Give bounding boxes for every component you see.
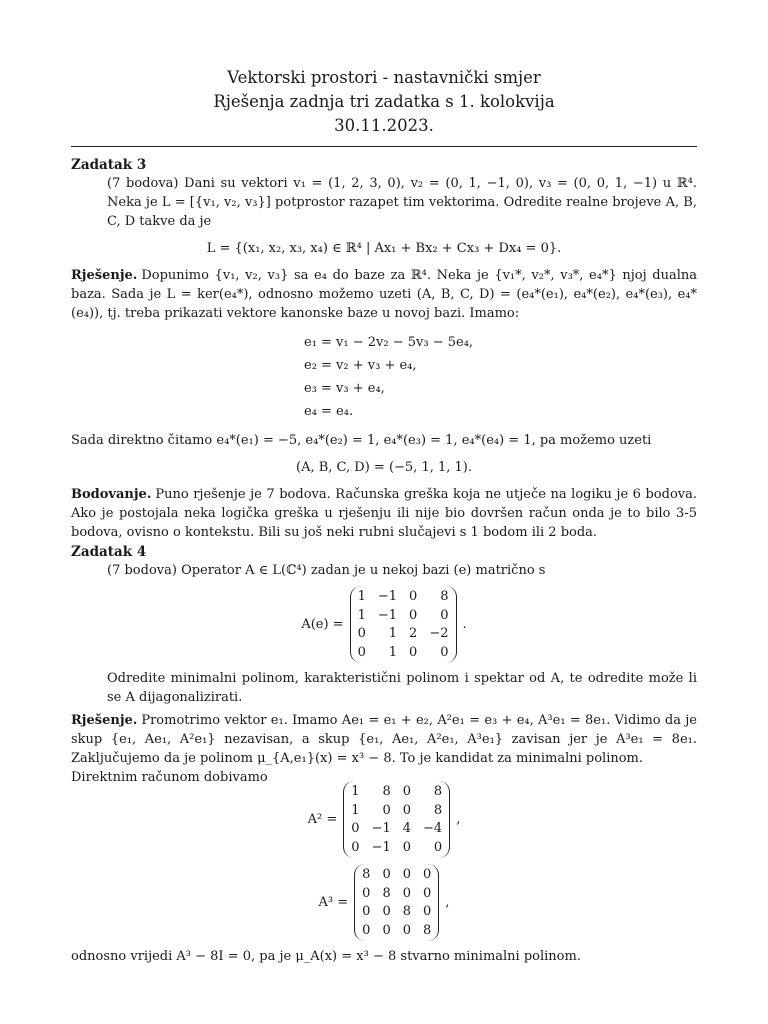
matrix-cell: 1 xyxy=(357,589,366,604)
matrix-cell: 8 xyxy=(382,784,391,799)
matrix-cell: 0 xyxy=(440,644,449,660)
matrix-cell: 0 xyxy=(351,839,360,855)
matrix-cell: 8 xyxy=(402,904,412,919)
task-4-direct-text: Direktnim računom dobivamo xyxy=(71,770,268,785)
matrix-a2-display xyxy=(71,781,697,858)
matrix-cell: 0 xyxy=(423,904,432,919)
document-date: 30.11.2023. xyxy=(334,116,434,135)
matrix-cell: 8 xyxy=(423,922,432,938)
matrix-cell: −1 xyxy=(371,839,391,855)
grading-text: Puno rješenje je 7 bodova. Računska greška koja ne utječe na logiku je 6 bodova. Ako je postojala neka logička greška u rješenju ili nije bio dovršen račun onda je to bilo 3-5 bodova, ovisno o kontekstu. Bili su još neki rubni slučajevi s 1 bodom ili 2 boda. xyxy=(71,487,697,540)
matrix-cell: 8 xyxy=(382,885,391,901)
matrix-cell: 0 xyxy=(351,821,360,836)
matrix-cell: 0 xyxy=(382,904,391,919)
grading-label: Bodovanje. xyxy=(71,487,152,502)
matrix-a xyxy=(350,586,457,663)
equation-line: e₂ = v₂ + v₃ + e₄, xyxy=(304,358,417,373)
task-3-set-formula: L = {(x₁, x₂, x₃, x₄) ∈ ℝ⁴ | Ax₁ + Bx₂ + Cx₃ + Dx₄ = 0}. xyxy=(206,241,562,256)
solution-text: Promotrimo vektor e₁. Imamo Ae₁ = e₁ + e₂, A²e₁ = e₃ + e₄, A³e₁ = 8e₁. Vidimo da je skup {e₁, Ae₁, A²e₁} nezavisan, a skup {e₁, Ae₁, A²e₁, A³e₁} zavisan jer je A³e₁ = 8e₁. Zaključujemo da je polinom μ_{A,e₁}(x) = x³ − 8. To je kandidat za minimalni polinom. xyxy=(71,713,697,766)
matrix-cell: −1 xyxy=(377,607,398,623)
matrix-cell: 8 xyxy=(440,589,449,604)
matrix-a3-punct: , xyxy=(445,895,450,910)
matrix-cell: 0 xyxy=(362,904,371,919)
matrix-cell: 1 xyxy=(388,626,398,641)
matrix-cell: 0 xyxy=(382,867,391,882)
matrix-cell: 0 xyxy=(409,644,418,660)
matrix-cell: 0 xyxy=(402,885,412,901)
matrix-cell: 0 xyxy=(402,867,412,882)
matrix-cell: 0 xyxy=(362,885,371,901)
matrix-a3-display xyxy=(71,864,697,941)
matrix-cell: 1 xyxy=(351,784,360,799)
matrix-cell: −2 xyxy=(429,626,449,641)
equation-line: e₄ = e₄. xyxy=(304,404,354,419)
task-4-heading: Zadatak 4 xyxy=(71,544,147,560)
task-3-statement: (7 bodova) Dani su vektori v₁ = (1, 2, 3, 0), v₂ = (0, 1, −1, 0), v₃ = (0, 0, 1, −1) u ℝ⁴. Neka je L = [{v₁, v₂, v₃}] potprostor razapet tim vektorima. Odredite realne brojeve A, B, C, D takve da je xyxy=(107,176,697,229)
matrix-cell: 1 xyxy=(388,644,398,660)
matrix-cell: −1 xyxy=(371,821,391,836)
matrix-cell: 8 xyxy=(433,802,443,818)
matrix-cell: 0 xyxy=(357,626,366,641)
matrix-cell: 8 xyxy=(433,784,443,799)
task-3-reading-text: Sada direktno čitamo e₄*(e₁) = −5, e₄*(e₂) = 1, e₄*(e₃) = 1, e₄*(e₄) = 1, pa možemo uzeti xyxy=(71,433,652,448)
document-header xyxy=(71,66,697,138)
matrix-a2 xyxy=(343,781,450,858)
course-title: Vektorski prostori - nastavnički smjer xyxy=(227,68,541,87)
solution-label: Rješenje. xyxy=(71,268,138,283)
matrix-cell: −1 xyxy=(377,589,398,604)
equation-line: e₁ = v₁ − 2v₂ − 5v₃ − 5e₄, xyxy=(304,335,474,350)
task-3-solution xyxy=(71,266,697,323)
matrix-cell: 0 xyxy=(357,644,366,660)
task-4-statement: (7 bodova) Operator A ∈ L(ℂ⁴) zadan je u nekoj bazi (e) matrično s xyxy=(107,563,546,578)
matrix-cell: 0 xyxy=(402,784,412,799)
matrix-cell: 0 xyxy=(433,839,443,855)
matrix-a-display xyxy=(71,586,697,663)
task-3-equations xyxy=(304,331,697,423)
solution-text: Dopunimo {v₁, v₂, v₃} sa e₄ do baze za ℝ⁴. Neka je {v₁*, v₂*, v₃*, e₄*} njoj dualna baza. Sada je L = ker(e₄*), odnosno možemo uzeti (A, B, C, D) = (e₄*(e₁), e₄*(e₂), e₄*(e₃), e₄*(e₄)), tj. treba prikazati vektore kanonske baze u novoj bazi. Imamo: xyxy=(71,268,697,321)
matrix-a-label: A(e) = xyxy=(301,617,344,632)
matrix-a2-label: A² = xyxy=(307,812,338,827)
matrix-cell: 4 xyxy=(402,821,412,836)
task-4-solution xyxy=(71,711,697,768)
matrix-cell: 0 xyxy=(423,885,432,901)
matrix-cell: 0 xyxy=(382,922,391,938)
matrix-cell: 0 xyxy=(402,922,412,938)
equation-line: e₃ = v₃ + e₄, xyxy=(304,381,385,396)
matrix-a3 xyxy=(354,864,439,941)
matrix-cell: 0 xyxy=(409,589,418,604)
task-3-heading: Zadatak 3 xyxy=(71,157,147,173)
matrix-cell: 0 xyxy=(409,607,418,623)
matrix-cell: 1 xyxy=(357,607,366,623)
task-3-grading xyxy=(71,485,697,542)
task-3-result: (A, B, C, D) = (−5, 1, 1, 1). xyxy=(296,460,472,475)
matrix-cell: 0 xyxy=(382,802,391,818)
matrix-cell: 8 xyxy=(362,867,371,882)
matrix-cell: 0 xyxy=(402,839,412,855)
matrix-cell: 0 xyxy=(402,802,412,818)
document-page xyxy=(71,66,697,966)
matrix-a-punct: . xyxy=(462,617,467,632)
matrix-cell: 2 xyxy=(409,626,418,641)
matrix-a2-punct: , xyxy=(456,812,461,827)
matrix-cell: 1 xyxy=(351,802,360,818)
matrix-cell: 0 xyxy=(440,607,449,623)
task-4-conclusion: odnosno vrijedi A³ − 8I = 0, pa je μ_A(x) = x³ − 8 stvarno minimalni polinom. xyxy=(71,949,581,964)
matrix-cell: 0 xyxy=(423,867,432,882)
matrix-cell: 0 xyxy=(362,922,371,938)
matrix-cell: −4 xyxy=(423,821,443,836)
header-divider xyxy=(71,146,697,147)
task-4-question: Odredite minimalni polinom, karakteristični polinom i spektar od A, te odredite može li se A dijagonalizirati. xyxy=(107,671,697,705)
solution-label: Rješenje. xyxy=(71,713,138,728)
document-subtitle: Rješenja zadnja tri zadatka s 1. kolokvija xyxy=(213,92,555,111)
matrix-a3-label: A³ = xyxy=(318,895,349,910)
